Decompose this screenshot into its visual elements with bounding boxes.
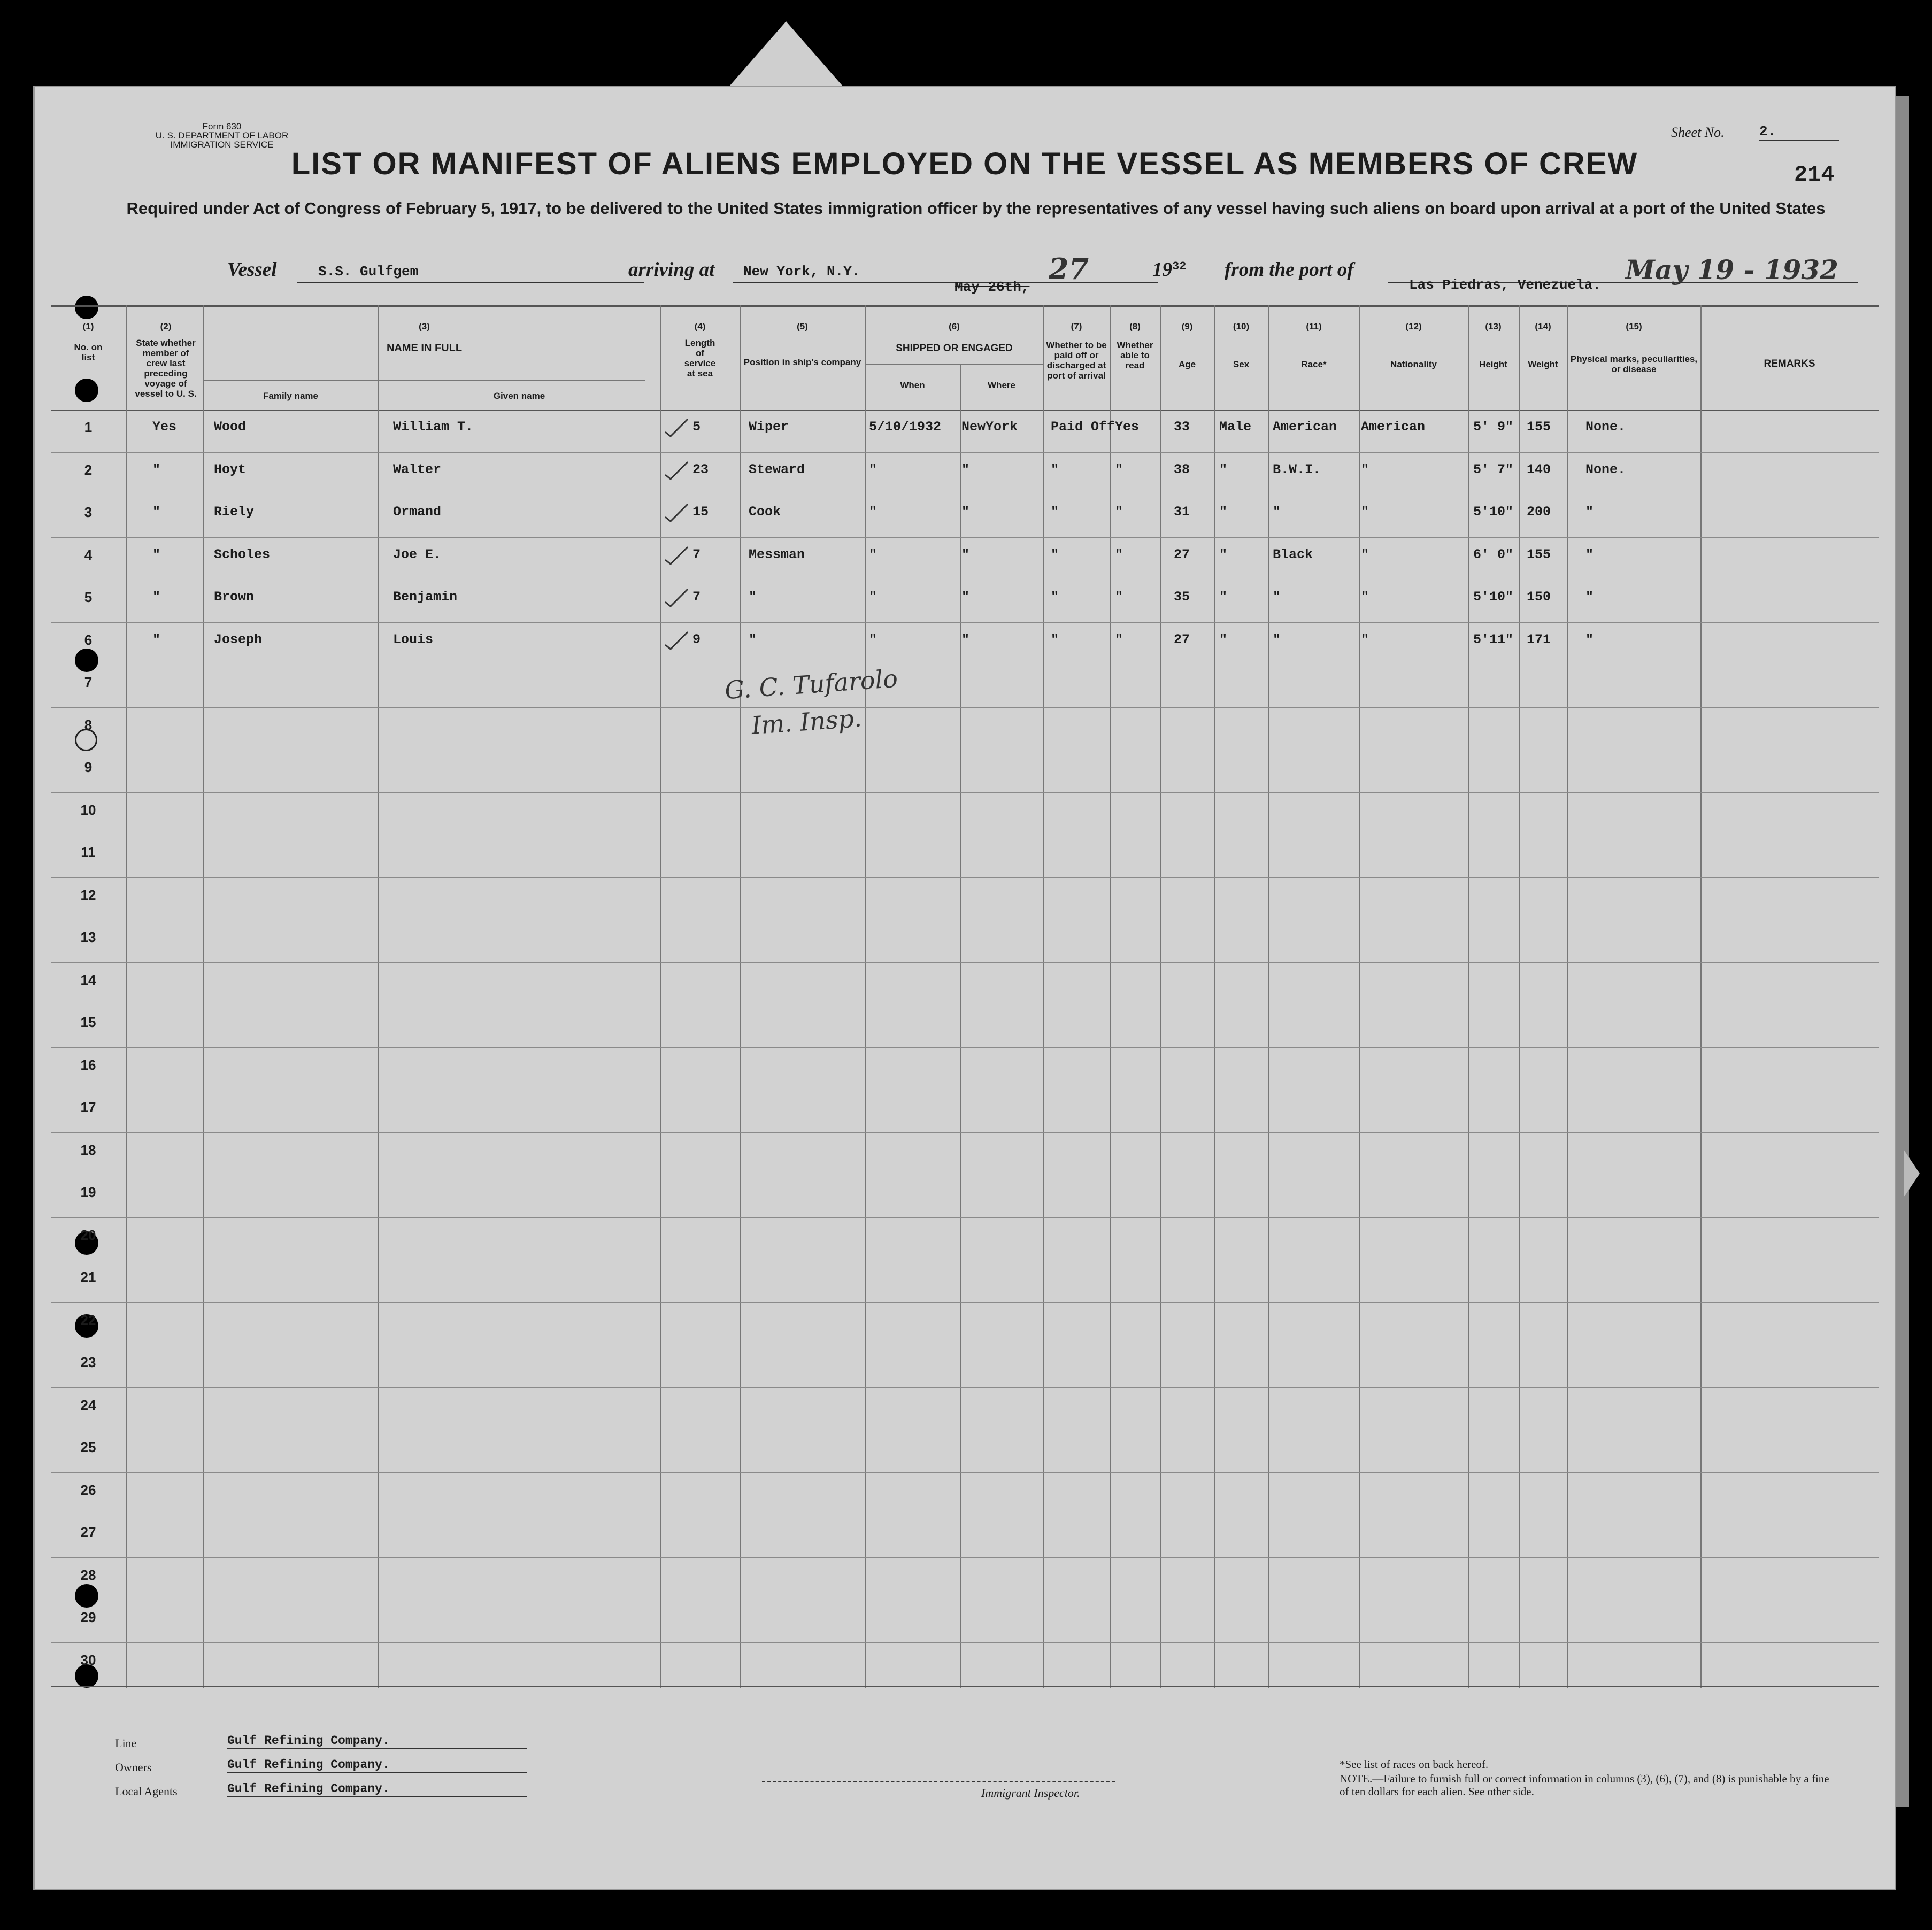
physical-marks-cell: " — [1585, 589, 1594, 605]
physical-marks-cell: " — [1585, 546, 1594, 562]
physical-marks-cell: None. — [1585, 419, 1626, 435]
departure-port — [1388, 254, 1858, 293]
row-number: 2 — [84, 461, 93, 478]
shipped-where-cell: NewYork — [961, 419, 1018, 435]
age-cell: 27 — [1174, 546, 1190, 562]
paid-off-cell: " — [1051, 631, 1059, 647]
row-number: 9 — [84, 759, 93, 775]
page-subtitle: Required under Act of Congress of February 5, 1917, to be delivered to the United States immigration officer by the representatives of any vessel having such aliens on board upon arrival at a port of the United States — [126, 199, 1826, 218]
paid-off-cell: " — [1051, 461, 1059, 477]
sex-cell: " — [1219, 589, 1228, 605]
position-cell: Messman — [749, 546, 805, 562]
position-cell: Cook — [749, 504, 781, 520]
sheet-number: 2. — [1759, 123, 1839, 141]
age-cell: 38 — [1174, 461, 1190, 477]
shipped-when-cell: 5/10/1932 — [869, 419, 942, 435]
height-cell: 5'10" — [1473, 504, 1514, 520]
family-name-cell: Riely — [214, 504, 255, 520]
age-cell: 33 — [1174, 419, 1190, 435]
position-cell: " — [749, 589, 757, 605]
row-number: 18 — [80, 1141, 96, 1158]
nationality-cell: American — [1361, 419, 1426, 435]
row-number: 13 — [80, 929, 96, 945]
col-marks-header: (15) Physical marks, peculiarities, or disease — [1570, 321, 1698, 374]
shipped-where-cell: " — [961, 631, 970, 647]
col-voyage-header: (2) State whether member of crew last preceding voyage of vessel to U. S. — [135, 321, 197, 399]
arriving-port: New York, N.Y. — [733, 264, 946, 283]
row-number: 25 — [80, 1439, 96, 1455]
service-cell: 7 — [692, 546, 701, 562]
age-cell: 27 — [1174, 631, 1190, 647]
arrival-date — [944, 252, 1158, 295]
col-family-header: Family name — [263, 391, 318, 401]
age-cell: 35 — [1174, 589, 1190, 605]
row-number: 22 — [80, 1311, 96, 1328]
form-number: Form 630 — [202, 121, 242, 132]
nationality-cell: " — [1361, 631, 1369, 647]
inspector-signature-line — [762, 1781, 1115, 1782]
col-when-header: When — [900, 380, 925, 390]
page-edge-tab — [1904, 1149, 1920, 1198]
checkmark-icon — [663, 545, 690, 566]
shipped-where-cell: " — [961, 589, 970, 605]
sex-cell: " — [1219, 546, 1228, 562]
page-number: 214 — [1794, 162, 1835, 188]
height-cell: 5'11" — [1473, 631, 1514, 647]
nationality-cell: " — [1361, 461, 1369, 477]
row-number: 11 — [81, 844, 96, 860]
shipped-where-cell: " — [961, 461, 970, 477]
shipped-when-cell: " — [869, 461, 878, 477]
race-cell: Black — [1273, 546, 1313, 562]
row-divider — [51, 622, 1879, 623]
col-no-header: (1) No. on list — [74, 321, 103, 362]
row-number: 28 — [80, 1566, 96, 1583]
shipped-when-cell: " — [869, 589, 878, 605]
vessel-label: Vessel — [227, 259, 277, 281]
row-number: 24 — [80, 1396, 96, 1413]
able-to-read-cell: " — [1115, 504, 1123, 520]
sex-cell: " — [1219, 504, 1228, 520]
position-cell: " — [749, 631, 757, 647]
family-name-cell: Wood — [214, 419, 247, 435]
age-cell: 31 — [1174, 504, 1190, 520]
able-to-read-cell: " — [1115, 461, 1123, 477]
given-name-cell: Benjamin — [393, 589, 458, 605]
physical-marks-cell: " — [1585, 631, 1594, 647]
row-divider — [51, 707, 1879, 708]
col-shipped-header: (6) SHIPPED OR ENGAGED — [896, 321, 1013, 354]
weight-cell: 150 — [1527, 589, 1551, 605]
shipped-where-cell: " — [961, 504, 970, 520]
year-prefix: 19 — [1152, 259, 1172, 281]
voyage-cell: Yes — [152, 419, 177, 435]
row-divider — [51, 1642, 1879, 1643]
row-divider — [51, 962, 1879, 963]
col-weight-header: (14) Weight — [1528, 321, 1558, 369]
nationality-cell: " — [1361, 589, 1369, 605]
row-number: 12 — [80, 886, 96, 903]
row-divider — [51, 1472, 1879, 1473]
nationality-cell: " — [1361, 504, 1369, 520]
departure-date-handwritten: May 19 - 1932 — [1625, 254, 1838, 285]
nationality-cell: " — [1361, 546, 1369, 562]
col-race-header: (11) Race* — [1301, 321, 1327, 369]
sheet-label: Sheet No. — [1671, 125, 1725, 140]
checkmark-icon — [663, 460, 690, 481]
sex-cell: Male — [1219, 419, 1252, 435]
given-name-cell: Joe E. — [393, 546, 442, 562]
family-name-cell: Brown — [214, 589, 255, 605]
race-cell: " — [1273, 589, 1281, 605]
departure-port-name: Las Piedras, Venezuela. — [1409, 277, 1601, 293]
inspector-signature: G. C. Tufarolo — [723, 663, 899, 705]
arrival-date-handwritten: 27 — [1049, 252, 1089, 286]
vessel-name: S.S. Gulfgem — [297, 264, 644, 283]
manifest-sheet — [33, 86, 1896, 1890]
voyage-cell: " — [152, 631, 161, 647]
races-note: *See list of races on back hereof. — [1340, 1758, 1489, 1771]
row-number: 16 — [80, 1056, 96, 1073]
col-where-header: Where — [988, 380, 1015, 390]
family-name-cell: Scholes — [214, 546, 271, 562]
col-paid-header: (7) Whether to be paid off or discharged at port of arrival — [1046, 321, 1107, 381]
height-cell: 6' 0" — [1473, 546, 1514, 562]
row-number: 10 — [80, 801, 96, 818]
shipped-where-cell: " — [961, 546, 970, 562]
row-number: 26 — [80, 1481, 96, 1498]
row-number: 8 — [84, 716, 93, 733]
voyage-cell: " — [152, 589, 161, 605]
able-to-read-cell: " — [1115, 631, 1123, 647]
line-label: Line — [115, 1736, 137, 1750]
service-name: IMMIGRATION SERVICE — [170, 140, 274, 150]
col-position-header: (5) Position in ship's company — [743, 321, 861, 367]
given-name-cell: Ormand — [393, 504, 442, 520]
checkmark-icon — [663, 417, 690, 438]
weight-cell: 155 — [1527, 419, 1551, 435]
given-name-cell: Louis — [393, 631, 434, 647]
row-number: 4 — [84, 546, 93, 563]
voyage-cell: " — [152, 461, 161, 477]
agents-label: Local Agents — [115, 1785, 178, 1798]
given-name-cell: William T. — [393, 419, 474, 435]
col-read-header: (8) Whether able to read — [1117, 321, 1153, 370]
form-identifier — [126, 122, 318, 149]
race-cell: " — [1273, 631, 1281, 647]
height-cell: 5' 9" — [1473, 419, 1514, 435]
owners-value: Gulf Refining Company. — [227, 1758, 527, 1773]
service-cell: 7 — [692, 589, 701, 605]
row-divider — [51, 1387, 1879, 1388]
row-number: 7 — [84, 674, 93, 690]
race-cell: B.W.I. — [1273, 461, 1321, 477]
row-divider — [51, 792, 1879, 793]
paid-off-cell: " — [1051, 546, 1059, 562]
row-number: 19 — [80, 1184, 96, 1200]
col-age-header: (9) Age — [1178, 321, 1196, 369]
page-title: LIST OR MANIFEST OF ALIENS EMPLOYED ON THE VESSEL AS MEMBERS OF CREW — [291, 146, 1638, 181]
row-divider — [51, 1047, 1879, 1048]
row-divider — [51, 452, 1879, 453]
checkmark-icon — [663, 587, 690, 608]
shipped-when-cell: " — [869, 546, 878, 562]
col-given-header: Given name — [493, 391, 545, 401]
weight-cell: 200 — [1527, 504, 1551, 520]
service-cell: 5 — [692, 419, 701, 435]
position-cell: Steward — [749, 461, 805, 477]
shipped-when-cell: " — [869, 504, 878, 520]
row-divider — [51, 1132, 1879, 1133]
voyage-cell: " — [152, 546, 161, 562]
paid-off-cell: " — [1051, 589, 1059, 605]
row-number: 15 — [80, 1014, 96, 1030]
row-number: 27 — [80, 1524, 96, 1540]
row-number: 21 — [80, 1269, 96, 1285]
weight-cell: 171 — [1527, 631, 1551, 647]
year-suffix: 32 — [1172, 260, 1187, 273]
from-port-label: from the port of — [1225, 259, 1354, 281]
given-name-cell: Walter — [393, 461, 442, 477]
physical-marks-cell: None. — [1585, 461, 1626, 477]
able-to-read-cell: Yes — [1115, 419, 1140, 435]
row-number: 1 — [84, 419, 93, 435]
row-divider — [51, 537, 1879, 538]
agents-value: Gulf Refining Company. — [227, 1782, 527, 1797]
row-number: 30 — [80, 1651, 96, 1668]
checkmark-icon — [663, 630, 690, 651]
col-nationality-header: (12) Nationality — [1390, 321, 1437, 369]
service-cell: 23 — [692, 461, 709, 477]
arrival-date-struck: May 26th, — [955, 279, 1030, 295]
able-to-read-cell: " — [1115, 546, 1123, 562]
row-number: 5 — [84, 589, 93, 605]
race-cell: " — [1273, 504, 1281, 520]
row-number: 3 — [84, 504, 93, 520]
paid-off-cell: Paid Off — [1051, 419, 1115, 435]
weight-cell: 155 — [1527, 546, 1551, 562]
penalty-note: NOTE.—Failure to furnish full or correct information in columns (3), (6), (7), and (8) is punishable by a fine of ten dollars for each alien. See other side. — [1340, 1772, 1829, 1798]
col-name-header: (3) NAME IN FULL — [386, 321, 463, 354]
line-value: Gulf Refining Company. — [227, 1734, 527, 1749]
row-number: 29 — [80, 1609, 96, 1625]
row-number: 17 — [80, 1099, 96, 1115]
col-remarks-header: REMARKS — [1764, 358, 1815, 369]
row-number: 14 — [80, 971, 96, 988]
family-name-cell: Hoyt — [214, 461, 247, 477]
owners-label: Owners — [115, 1761, 152, 1774]
weight-cell: 140 — [1527, 461, 1551, 477]
arriving-label: arriving at — [628, 259, 715, 281]
year-label — [1152, 258, 1186, 281]
paid-off-cell: " — [1051, 504, 1059, 520]
service-cell: 9 — [692, 631, 701, 647]
able-to-read-cell: " — [1115, 589, 1123, 605]
checkmark-icon — [663, 502, 690, 523]
sex-cell: " — [1219, 461, 1228, 477]
row-divider — [51, 1557, 1879, 1558]
col-sex-header: (10) Sex — [1233, 321, 1250, 369]
col-service-header: (4) Length of service at sea — [684, 321, 716, 379]
department-name: U. S. DEPARTMENT OF LABOR — [155, 130, 289, 141]
row-number: 23 — [80, 1354, 96, 1370]
sex-cell: " — [1219, 631, 1228, 647]
family-name-cell: Joseph — [214, 631, 263, 647]
inspector-label: Immigrant Inspector. — [981, 1786, 1080, 1800]
row-divider — [51, 1302, 1879, 1303]
height-cell: 5' 7" — [1473, 461, 1514, 477]
height-cell: 5'10" — [1473, 589, 1514, 605]
physical-marks-cell: " — [1585, 504, 1594, 520]
inspector-signature-title: Im. Insp. — [750, 703, 863, 740]
position-cell: Wiper — [749, 419, 789, 435]
race-cell: American — [1273, 419, 1337, 435]
row-divider — [51, 877, 1879, 878]
shipped-when-cell: " — [869, 631, 878, 647]
row-number: 6 — [84, 631, 93, 648]
row-number: 20 — [80, 1226, 96, 1243]
service-cell: 15 — [692, 504, 709, 520]
col-height-header: (13) Height — [1479, 321, 1507, 369]
row-divider — [51, 1217, 1879, 1218]
crew-table — [51, 305, 1879, 1688]
voyage-cell: " — [152, 504, 161, 520]
